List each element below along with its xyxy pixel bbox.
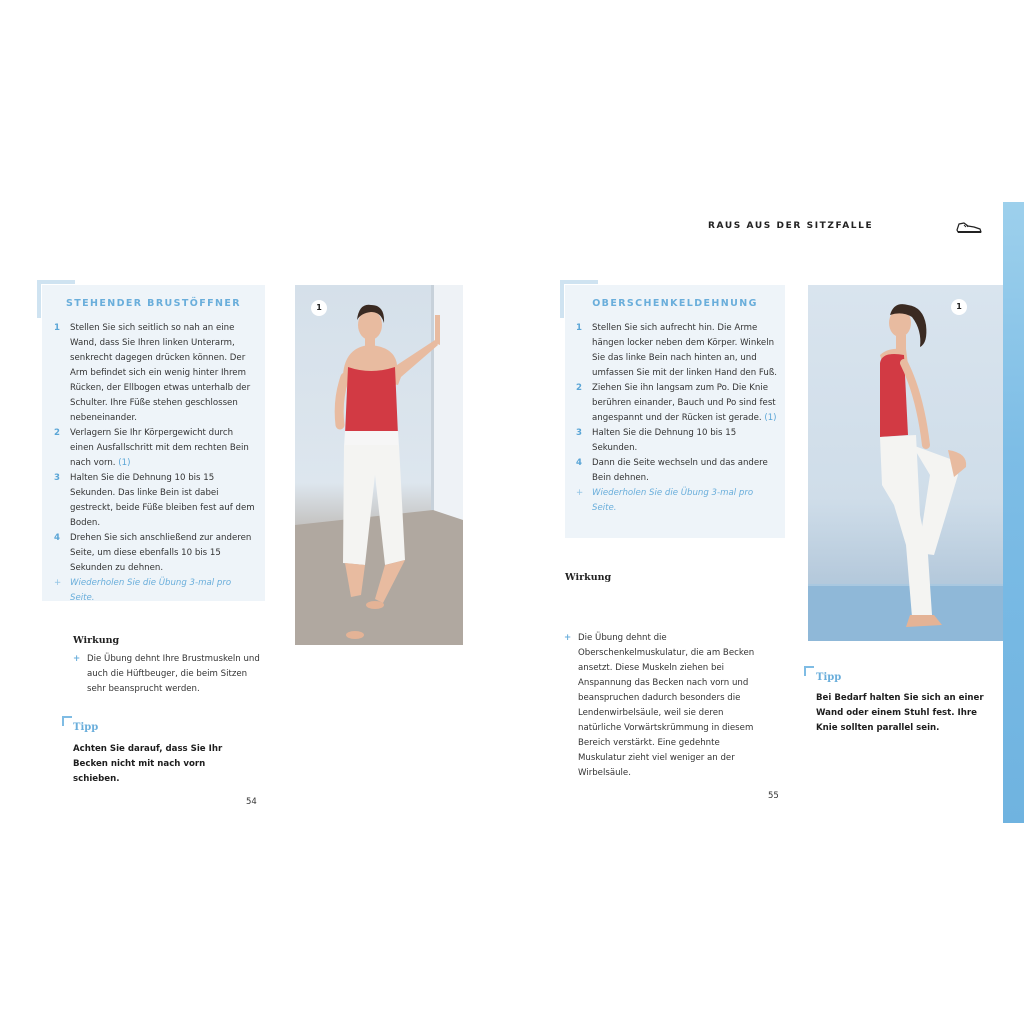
wirkung-heading: Wirkung (565, 572, 612, 583)
step-item (54, 576, 255, 606)
step-text: Stellen Sie sich aufrecht hin. Die Arme hängen locker neben dem Körper. Winkeln Sie das linke Bein nach hinten an, und umfassen Sie mit der linken Hand den Fuß. (592, 323, 777, 378)
exercise-steps (54, 321, 255, 606)
step-number: 1 (54, 323, 60, 333)
tipp-corner-accent (62, 716, 72, 726)
step-text: Verlagern Sie Ihr Körpergewicht durch einen Ausfallschritt mit dem rechten Bein nach vorn. (70, 428, 249, 468)
step-item (54, 471, 255, 531)
running-header: RAUS AUS DER SITZFALLE (708, 221, 874, 231)
step-item (54, 321, 255, 426)
exercise-title: OBERSCHENKELDEHNUNG (592, 298, 758, 309)
photo-reference: (1) (764, 413, 777, 423)
plus-icon: + (576, 488, 584, 498)
photo-number-badge: 1 (311, 300, 327, 316)
step-number: 1 (576, 323, 582, 333)
woman-figure-illustration (808, 285, 1003, 641)
tipp-heading: Tipp (816, 672, 842, 683)
wirkung-item (564, 631, 756, 781)
tipp-heading: Tipp (73, 722, 99, 733)
exercise-box-brustoeffner (42, 285, 265, 601)
chapter-side-band (1003, 202, 1024, 823)
step-text: Wiederholen Sie die Übung 3-mal pro Seite. (70, 578, 232, 603)
step-number: 2 (54, 428, 60, 438)
step-text: Wiederholen Sie die Übung 3-mal pro Seite. (592, 488, 754, 513)
step-text: Halten Sie die Dehnung 10 bis 15 Sekunden. (592, 428, 737, 453)
step-number: 4 (54, 533, 60, 543)
step-item (576, 381, 777, 426)
step-item (576, 426, 777, 456)
step-item (576, 321, 777, 381)
step-number: 3 (54, 473, 60, 483)
step-text: Drehen Sie sich anschließend zur anderen Seite, um diese ebenfalls 10 bis 15 Sekunden zu dehnen. (70, 533, 252, 573)
step-text: Halten Sie die Dehnung 10 bis 15 Sekunden. Das linke Bein ist dabei gestreckt, beide Füße bleiben fest auf dem Boden. (70, 473, 255, 528)
step-text: Dann die Seite wechseln und das andere Bein dehnen. (592, 458, 768, 483)
photo-reference: (1) (118, 458, 131, 468)
wirkung-item (73, 652, 267, 697)
exercise-steps (576, 321, 777, 516)
plus-icon: + (54, 578, 62, 588)
wirkung-text: Die Übung dehnt Ihre Brustmuskeln und auch die Hüftbeuger, die beim Sitzen sehr beansprucht werden. (87, 654, 260, 694)
exercise-box-oberschenkeldehnung (565, 285, 785, 538)
photo-number-badge: 1 (951, 299, 967, 315)
exercise-photo-brustoeffner (295, 285, 463, 645)
page-number: 55 (768, 791, 779, 801)
tipp-text: Bei Bedarf halten Sie sich an einer Wand oder einem Stuhl fest. Ihre Knie sollten parallel sein. (816, 693, 984, 733)
wirkung-heading: Wirkung (73, 635, 120, 646)
step-item (576, 486, 777, 516)
tipp-text: Achten Sie darauf, dass Sie Ihr Becken nicht mit nach vorn schieben. (73, 744, 223, 784)
step-item (576, 456, 777, 486)
step-item (54, 531, 255, 576)
page-number: 54 (246, 797, 257, 807)
step-number: 4 (576, 458, 582, 468)
exercise-photo-oberschenkeldehnung (808, 285, 1003, 641)
wirkung-text: Die Übung dehnt die Oberschenkelmuskulatur, die am Becken ansetzt. Diese Muskeln ziehen bei Anspannung das Becken nach vorn und beanspruchen dadurch besonders die Lendenwirbelsäule, weil sie deren natürliche Vorwärtskrümmung in diesem Bereich verstärkt. Eine gedehnte Muskulatur zieht viel weniger an der Wirbelsäule. (578, 633, 755, 778)
woman-figure-illustration (295, 285, 463, 645)
plus-icon: + (73, 654, 81, 664)
exercise-title: STEHENDER BRUSTÖFFNER (65, 298, 241, 309)
step-text: Stellen Sie sich seitlich so nah an eine Wand, dass Sie Ihren linken Unterarm, senkrecht dagegen drücken können. Der Arm befindet sich ein wenig hinter Ihrem Rücken, der Ellbogen etwas unterhalb der Schulter. Ihre Füße stehen geschlossen nebeneinander. (70, 323, 251, 423)
step-item (54, 426, 255, 471)
step-number: 2 (576, 383, 582, 393)
tipp-corner-accent (804, 666, 814, 676)
sneaker-icon (955, 219, 983, 235)
step-number: 3 (576, 428, 582, 438)
step-text: Ziehen Sie ihn langsam zum Po. Die Knie berühren einander, Bauch und Po sind fest angespannt und der Rücken ist gerade. (592, 383, 776, 423)
plus-icon: + (564, 633, 572, 643)
